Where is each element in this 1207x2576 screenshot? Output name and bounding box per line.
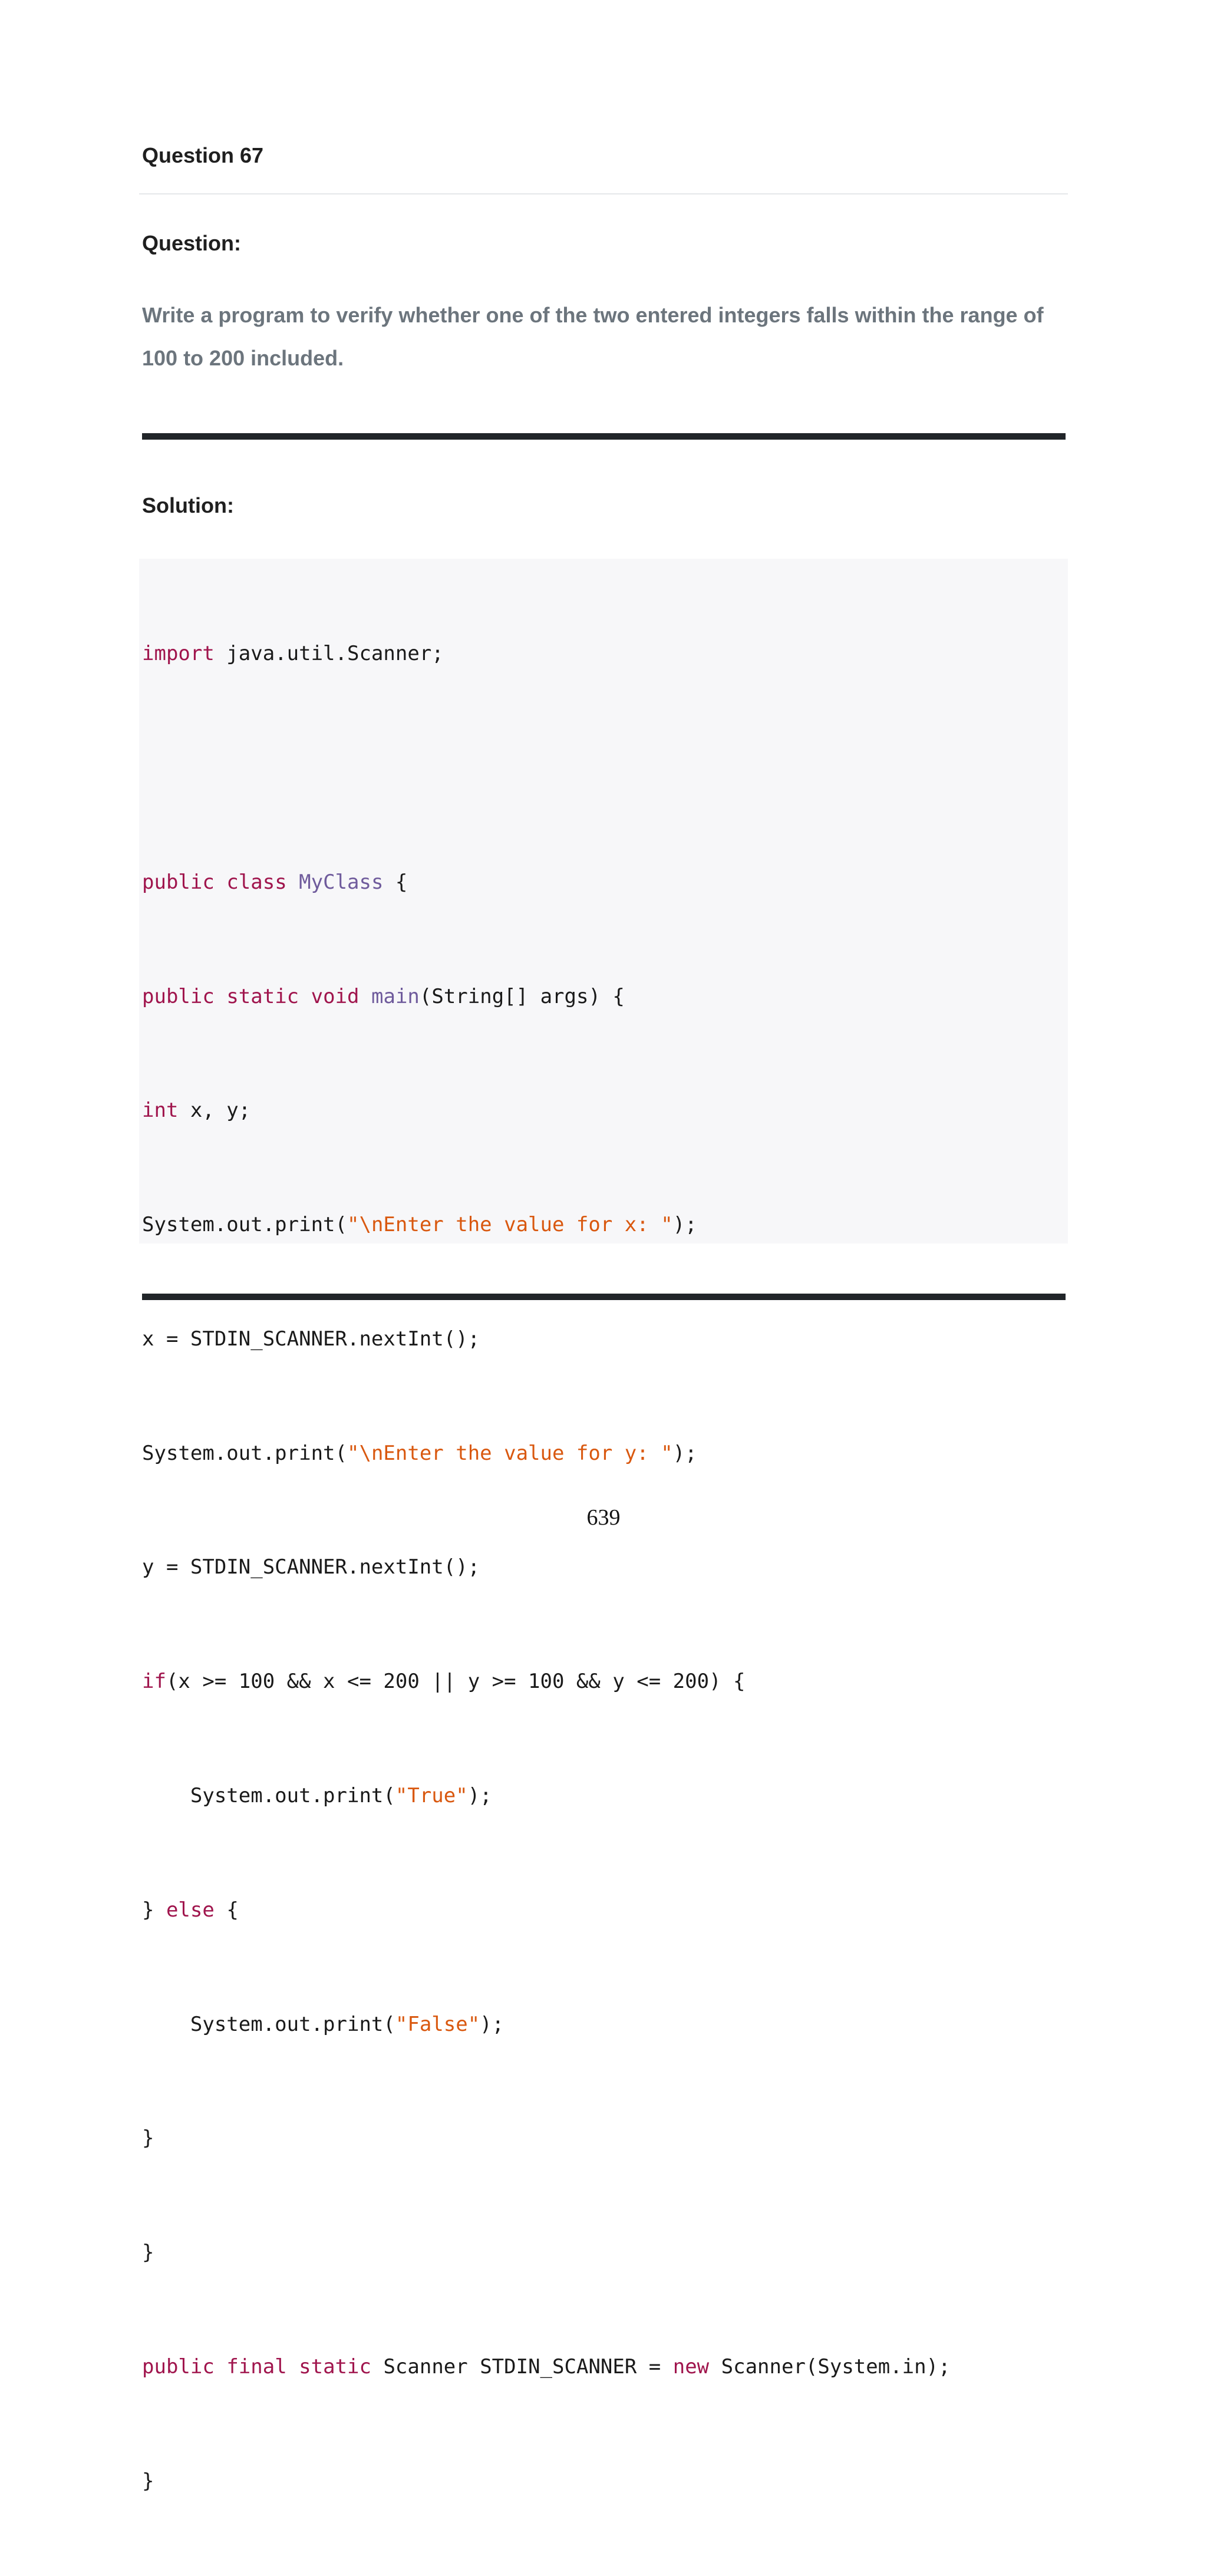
code-line xyxy=(142,1548,951,1587)
code-text: ); xyxy=(480,2012,504,2036)
code-line xyxy=(142,2234,951,2272)
thin-divider xyxy=(139,193,1068,194)
code-string: "False" xyxy=(395,2012,480,2036)
code-text: { xyxy=(383,870,408,894)
code-keyword: import xyxy=(142,642,215,666)
code-line xyxy=(142,978,951,1016)
code-text: (x >= 100 && x <= 200 || y >= 100 && y <= 200) { xyxy=(166,1670,746,1694)
code-line xyxy=(142,1663,951,1701)
code-keyword: new xyxy=(672,2354,710,2379)
thick-divider-bottom xyxy=(142,1294,1066,1300)
code-keyword: final xyxy=(226,2354,287,2379)
code-keyword: public xyxy=(142,870,215,894)
code-keyword: if xyxy=(142,1670,166,1694)
code-line xyxy=(142,863,951,902)
code-string: "\nEnter the value for y: " xyxy=(347,1441,673,1465)
code-text: ); xyxy=(672,1213,697,1237)
code-string: "True" xyxy=(395,1784,468,1808)
question-text: Write a program to verify whether one of the two entered integers falls within the range of 100 to 200 included. xyxy=(142,303,1044,370)
code-listing xyxy=(142,559,951,2576)
code-text: System.out.print( xyxy=(142,1784,395,1808)
code-text: System.out.print( xyxy=(142,1213,347,1237)
code-text: } xyxy=(142,2126,154,2150)
code-line xyxy=(142,2006,951,2044)
code-line xyxy=(142,635,951,673)
code-text: System.out.print( xyxy=(142,1441,347,1465)
code-line xyxy=(142,1434,951,1473)
code-line xyxy=(142,1320,951,1358)
code-text: System.out.print( xyxy=(142,2012,395,2036)
code-line xyxy=(142,2348,951,2386)
code-keyword: int xyxy=(142,1099,179,1123)
code-keyword: void xyxy=(311,984,360,1008)
code-keyword: static xyxy=(226,984,299,1008)
code-text: { xyxy=(214,1898,239,1922)
code-line xyxy=(142,1091,951,1130)
code-text: x, y; xyxy=(178,1099,251,1123)
code-keyword: public xyxy=(142,984,215,1008)
code-text: } xyxy=(142,2241,154,2265)
code-line xyxy=(142,1891,951,1929)
question-label: Question: xyxy=(142,231,241,255)
code-line xyxy=(142,2462,951,2501)
code-function-name: main xyxy=(371,984,420,1008)
code-text: Scanner STDIN_SCANNER = xyxy=(371,2354,673,2379)
code-class-name: MyClass xyxy=(299,870,384,894)
code-text: (String[] args) { xyxy=(419,984,625,1008)
question-number-heading: Question 67 xyxy=(142,143,264,167)
code-keyword: static xyxy=(299,2354,371,2379)
code-line xyxy=(142,1206,951,1244)
code-keyword: public xyxy=(142,2354,215,2379)
code-line xyxy=(142,1777,951,1815)
code-keyword: class xyxy=(226,870,287,894)
code-text: Scanner(System.in); xyxy=(709,2354,951,2379)
code-line xyxy=(142,2119,951,2158)
thick-divider-top xyxy=(142,433,1066,440)
code-text: y = STDIN_SCANNER.nextInt(); xyxy=(142,1555,480,1579)
page-number: 639 xyxy=(586,1505,621,1530)
code-text: java.util.Scanner; xyxy=(214,642,444,666)
code-text: x = STDIN_SCANNER.nextInt(); xyxy=(142,1327,480,1351)
code-keyword: else xyxy=(166,1898,215,1922)
code-text: } xyxy=(142,1898,166,1922)
code-text: ); xyxy=(467,1784,492,1808)
code-line-blank xyxy=(142,749,951,787)
code-string: "\nEnter the value for x: " xyxy=(347,1213,673,1237)
code-text: } xyxy=(142,2469,154,2493)
solution-label: Solution: xyxy=(142,493,234,517)
code-text: ); xyxy=(672,1441,697,1465)
